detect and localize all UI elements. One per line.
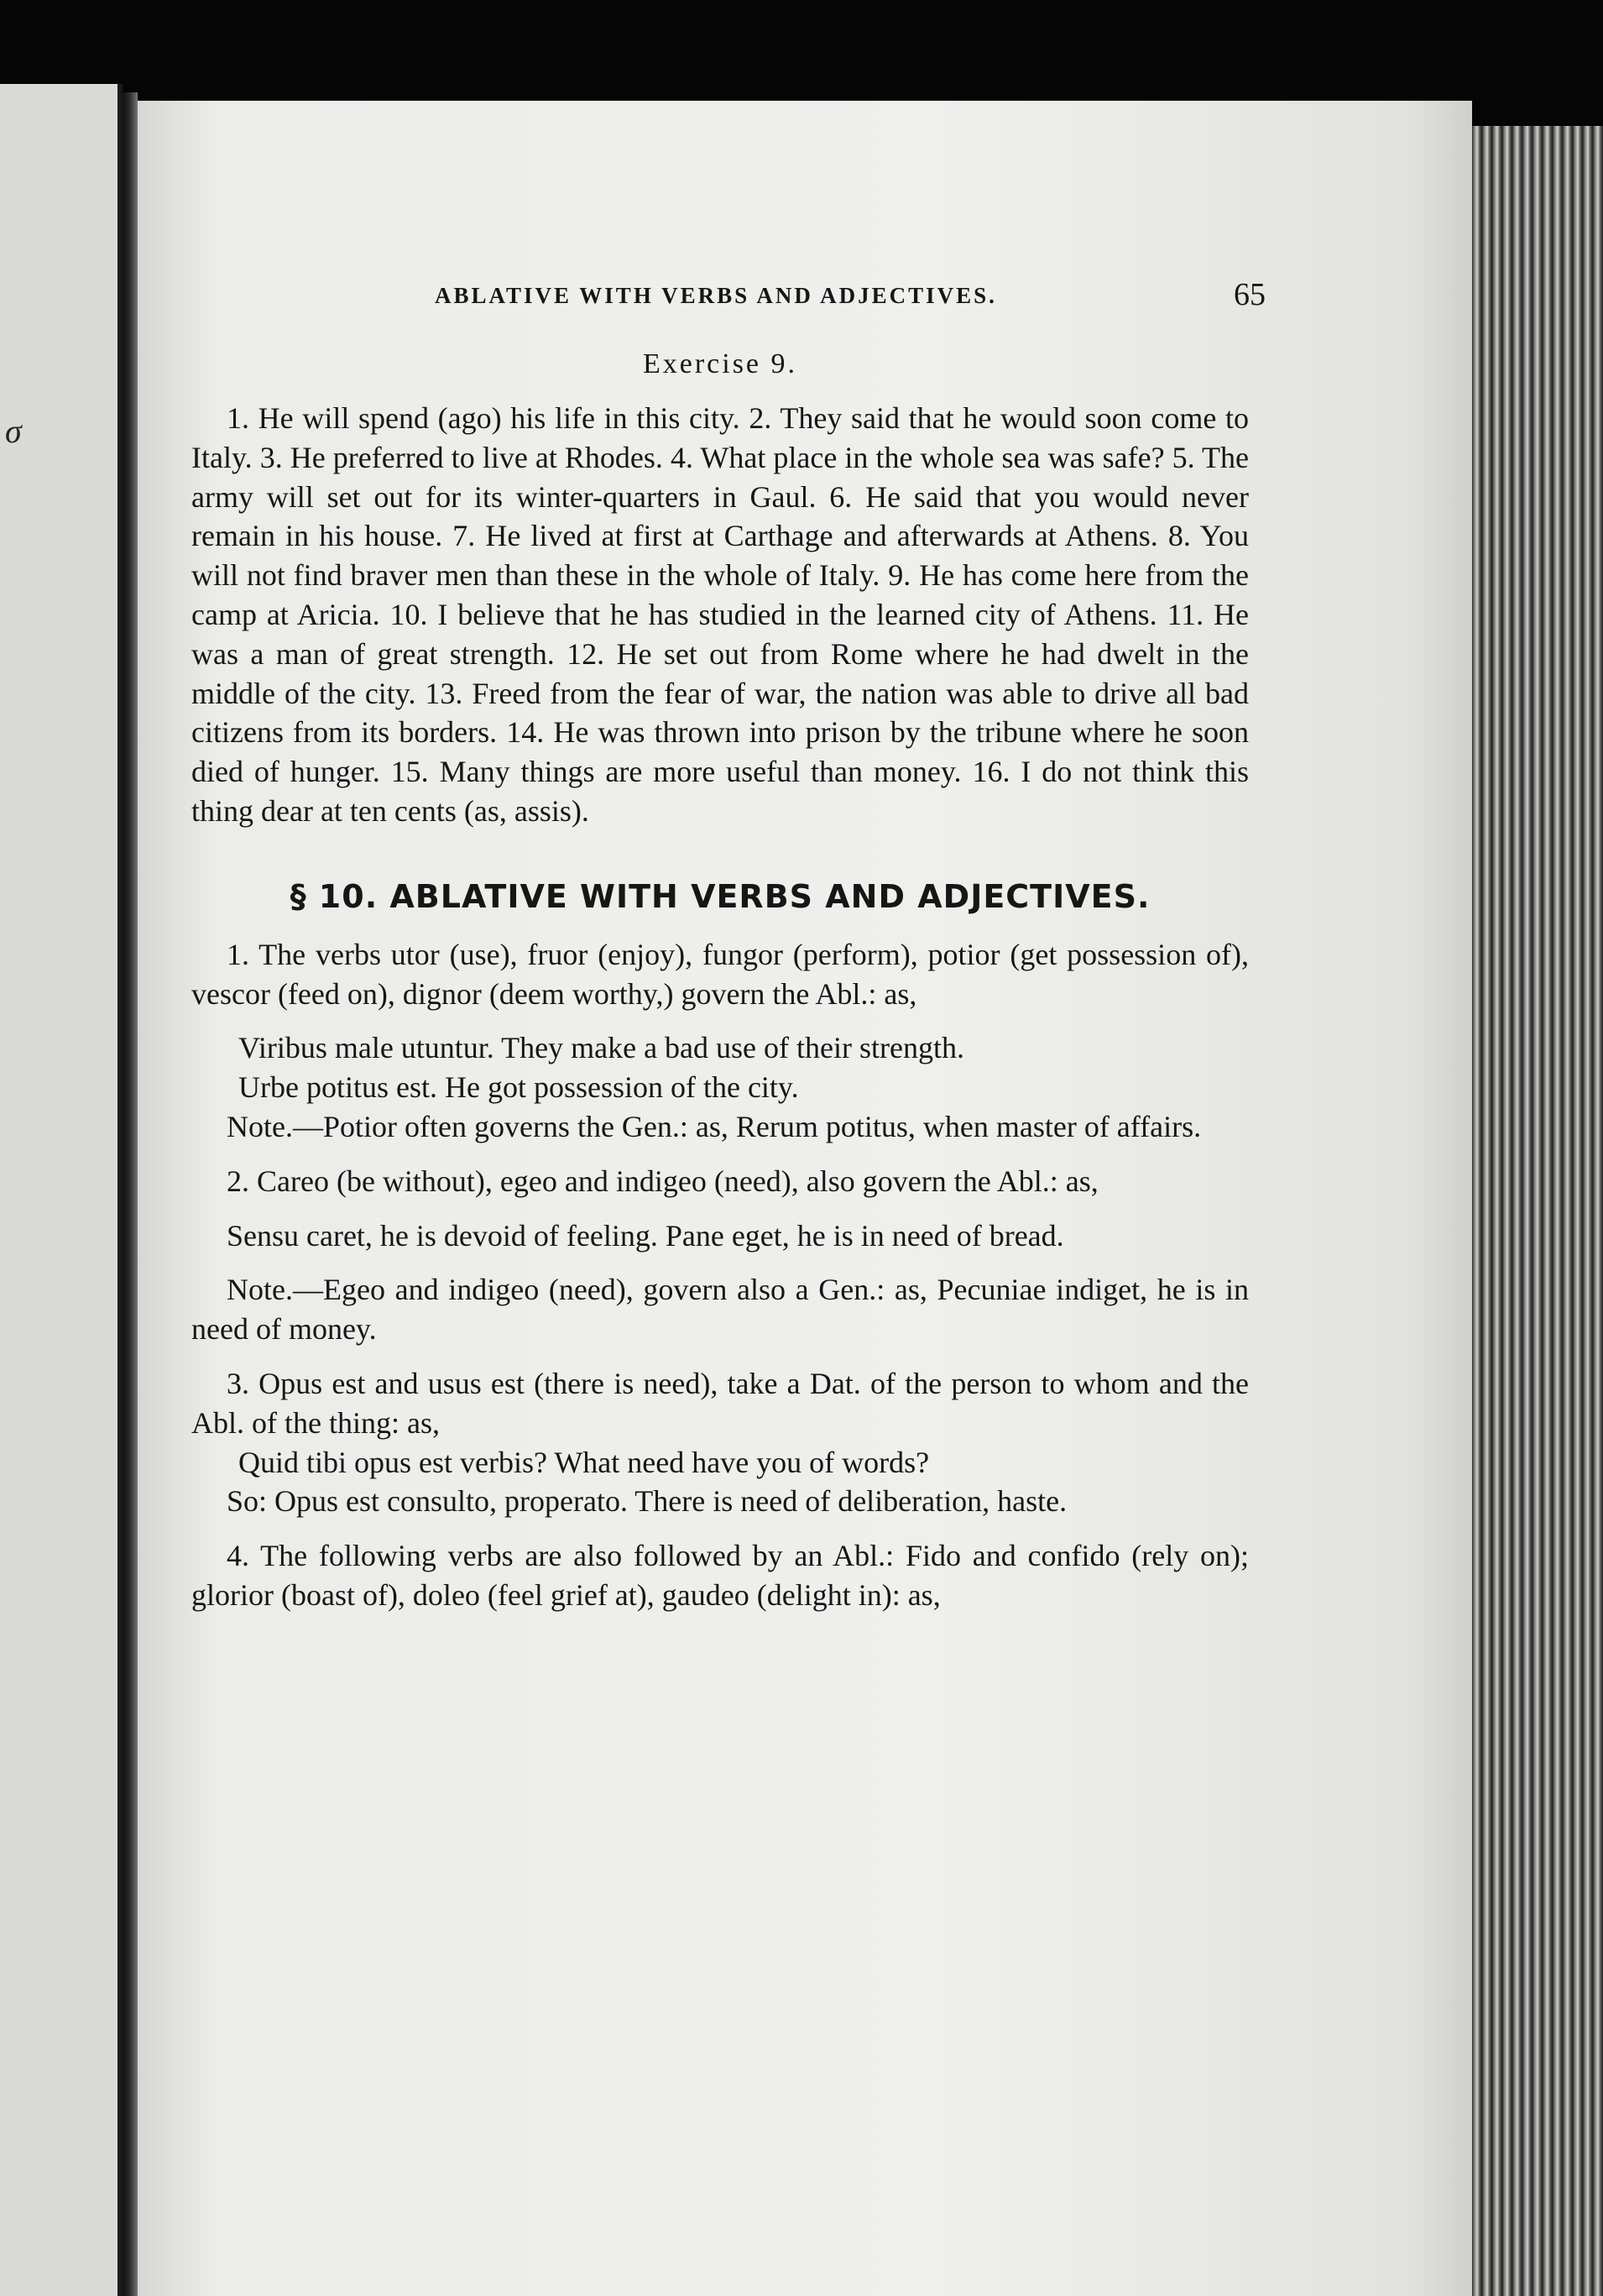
exercise-title: Exercise 9. — [642, 348, 798, 379]
rule-3: 3. Opus est and usus est (there is need), take a Dat. of the person to whom and the Abl. of the thing: as, — [191, 1366, 1249, 1440]
rule-3-example-1: Quid tibi opus est verbis? What need have you of words? — [238, 1445, 930, 1479]
rule-2-note: Note.—Egeo and indigeo (need), govern also a Gen.: as, Pecuniae indiget, he is in need of money. — [191, 1273, 1249, 1347]
running-header — [191, 264, 1266, 315]
running-title: ABLATIVE WITH VERBS AND ADJECTIVES. — [435, 283, 997, 308]
page-number: 65 — [1234, 277, 1266, 312]
rule-1: 1. The verbs utor (use), fruor (enjoy), fungor (perform), potior (get possession of), vescor (feed on), dignor (deem worthy,) govern the Abl.: as, — [191, 937, 1249, 1011]
previous-page-fragment: σ — [5, 412, 22, 450]
rule-2: 2. Careo (be without), egeo and indigeo (need), also govern the Abl.: as, — [227, 1164, 1099, 1198]
rule-1-example-2: Urbe potitus est. He got possession of the city. — [238, 1070, 799, 1105]
rule-2-example: Sensu caret, he is devoid of feeling. Pane eget, he is in need of bread. — [227, 1218, 1064, 1253]
page-edges — [1472, 126, 1603, 2296]
rule-4: 4. The following verbs are also followed by an Abl.: Fido and confido (rely on); glorior (boast of), doleo (feel grief at), gaudeo (delight in): as, — [191, 1539, 1249, 1612]
rule-1-note: Note.—Potior often governs the Gen.: as, Rerum potitus, when master of affairs. — [227, 1109, 1202, 1143]
rule-1-example-1: Viribus male utuntur. They make a bad use of their strength. — [238, 1031, 964, 1065]
previous-page-edge — [0, 84, 123, 2296]
section-heading: § 10. ABLATIVE WITH VERBS AND ADJECTIVES. — [290, 877, 1151, 915]
rule-3-example-2: So: Opus est consulto, properato. There is need of deliberation, haste. — [227, 1484, 1068, 1519]
exercise-text: 1. He will spend (ago) his life in this city. 2. They said that he would soon come to Italy. 3. He preferred to live at Rhodes. 4. What place in the whole sea was safe? 5. The army will set out for its winter-quarters in Gaul. 6. He said that you would never remain in his house. 7. He lived at first at Carthage and afterwards at Athens. 8. You will not find braver men than these in the whole of Italy. 9. He has come here from the camp at Aricia. 10. I believe that he has studied in the learned city of Athens. 11. He was a man of great strength. 12. He set out from Rome where he had dwelt in the middle of the city. 13. Freed from the fear of war, the nation was able to drive all bad citizens from its borders. 14. He was thrown into prison by the tribune where he soon died of hunger. 15. Many things are more useful than money. 16. I do not think this thing dear at ten cents (as, assis). — [191, 401, 1249, 828]
page-content — [191, 264, 1266, 1615]
book-gutter — [123, 92, 138, 2296]
